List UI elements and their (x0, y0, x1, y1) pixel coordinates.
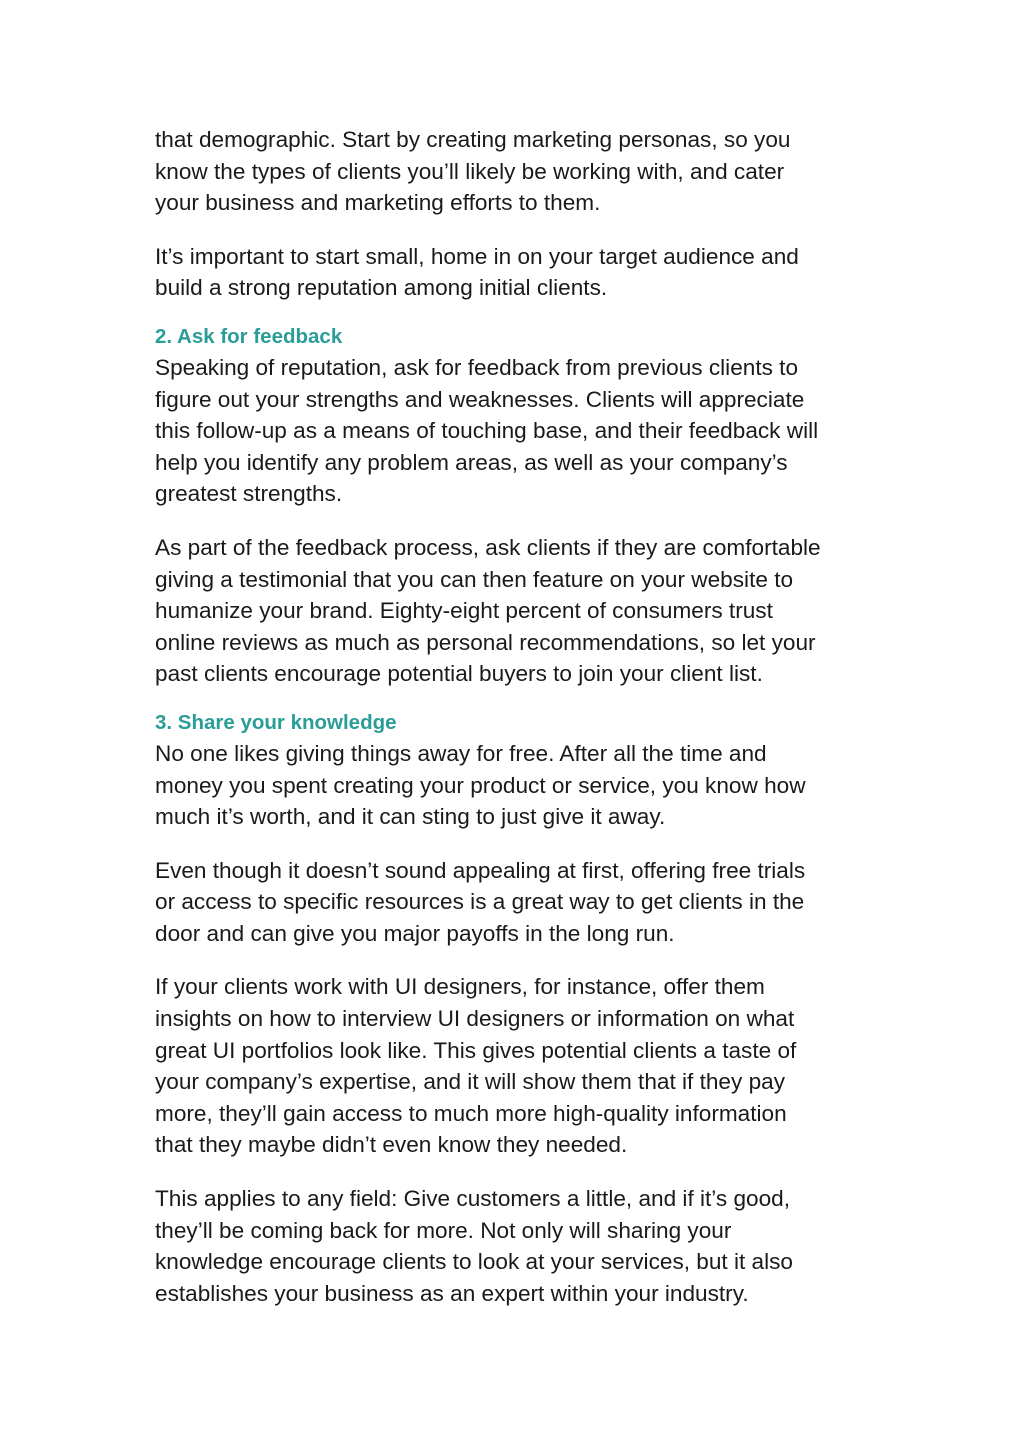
text-line: your company’s expertise, and it will show them that if they pay (155, 1069, 785, 1095)
text-line: If your clients work with UI designers, for instance, offer them (155, 974, 765, 1000)
text-line: build a strong reputation among initial clients. (155, 275, 608, 301)
paragraph-any-field (155, 1183, 875, 1309)
text-line: This applies to any field: Give customers a little, and if it’s good, (155, 1186, 791, 1212)
text-line: much it’s worth, and it can sting to just give it away. (155, 804, 666, 830)
section-heading-ask-for-feedback: 2. Ask for feedback (155, 324, 343, 348)
text-line: know the types of clients you’ll likely be working with, and cater (155, 158, 785, 184)
text-line: more, they’ll gain access to much more high-quality information (155, 1100, 787, 1126)
text-line: insights on how to interview UI designers or information on what (155, 1006, 795, 1032)
text-line: No one likes giving things away for free. After all the time and (155, 740, 767, 766)
paragraph-reputation-feedback (155, 352, 875, 510)
text-line: knowledge encourage clients to look at your services, but it also (155, 1249, 793, 1275)
text-line: your business and marketing efforts to them. (155, 190, 601, 216)
paragraph-ui-designers (155, 971, 875, 1161)
text-line: past clients encourage potential buyers to join your client list. (155, 661, 763, 687)
text-line: great UI portfolios look like. This gives potential clients a taste of (155, 1037, 797, 1063)
paragraph-testimonial (155, 532, 875, 690)
text-line: figure out your strengths and weaknesses. Clients will appreciate (155, 386, 805, 412)
section-heading-share-your-knowledge: 3. Share your knowledge (155, 710, 397, 734)
text-line: that they maybe didn’t even know they needed. (155, 1132, 628, 1158)
text-line: or access to specific resources is a great way to get clients in the (155, 889, 805, 915)
paragraph-start-small (155, 241, 875, 304)
paragraph-personas (155, 124, 875, 219)
text-line: online reviews as much as personal recommendations, so let your (155, 629, 816, 655)
text-line: they’ll be coming back for more. Not only will sharing your (155, 1217, 732, 1243)
text-line: money you spent creating your product or service, you know how (155, 772, 806, 798)
text-line: greatest strengths. (155, 481, 343, 507)
paragraph-free-trials (155, 855, 875, 950)
text-line: Speaking of reputation, ask for feedback from previous clients to (155, 354, 799, 380)
text-line: help you identify any problem areas, as well as your company’s (155, 449, 788, 475)
text-line: this follow-up as a means of touching base, and their feedback will (155, 418, 819, 444)
text-line: Even though it doesn’t sound appealing at first, offering free trials (155, 857, 806, 883)
text-line: giving a testimonial that you can then feature on your website to (155, 566, 794, 592)
text-line: that demographic. Start by creating marketing personas, so you (155, 127, 791, 152)
document-page (155, 124, 875, 1309)
text-line: humanize your brand. Eighty-eight percent of consumers trust (155, 598, 773, 624)
text-line: It’s important to start small, home in on your target audience and (155, 243, 799, 269)
text-line: door and can give you major payoffs in the long run. (155, 920, 675, 946)
text-line: establishes your business as an expert within your industry. (155, 1280, 749, 1306)
text-line: As part of the feedback process, ask clients if they are comfortable (155, 534, 821, 560)
paragraph-free-things (155, 738, 875, 833)
